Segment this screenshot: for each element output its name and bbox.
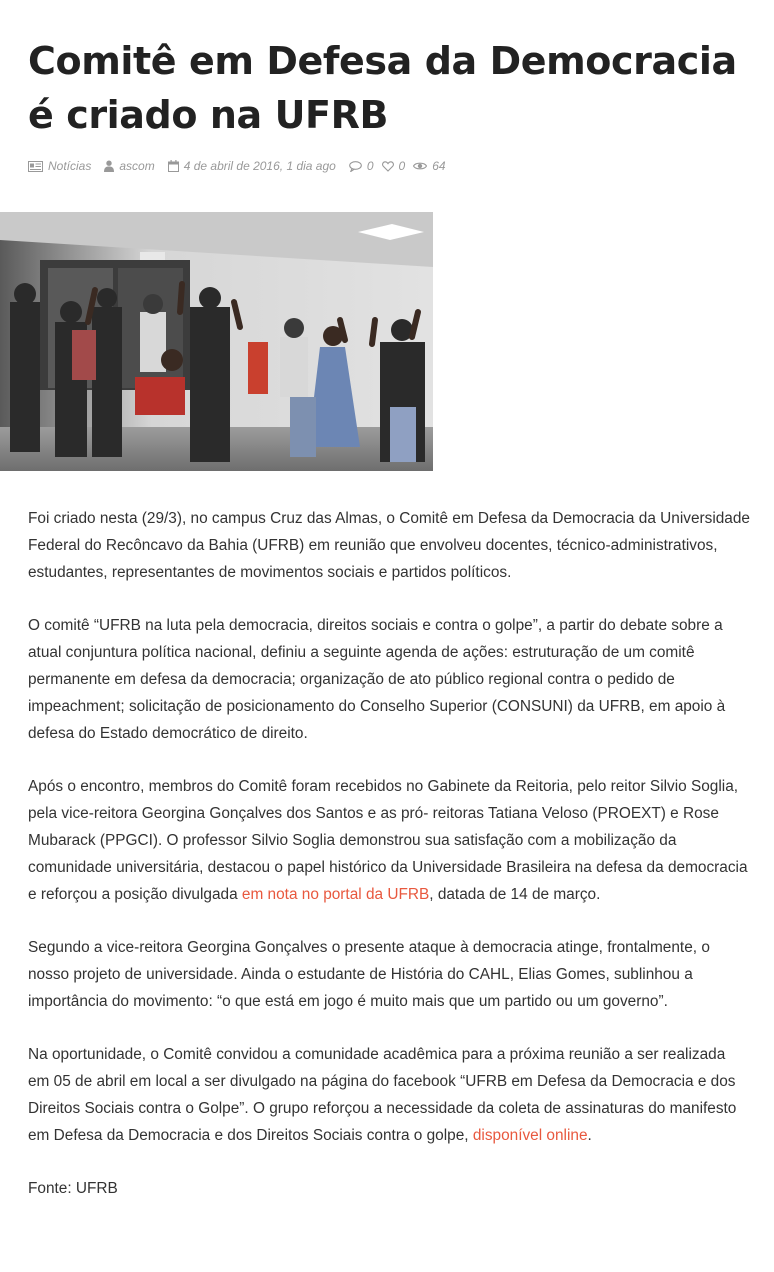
meta-author[interactable] (104, 159, 154, 173)
paragraph-text: Na oportunidade, o Comitê convidou a comunidade acadêmica para a próxima reunião a ser realizada em 05 de abril em local a ser divulgado na página do facebook “UFRB em Defesa da Democracia e dos Direitos Sociais contra o Golpe”. O grupo reforçou a necessidade da coleta de assinaturas do manifesto em Defesa da Democracia e dos Direitos Sociais contra o golpe, (28, 1046, 737, 1144)
meta-comments-count: 0 (366, 159, 374, 173)
meta-category[interactable] (28, 159, 91, 173)
eye-icon (413, 161, 427, 171)
meta-likes-count: 0 (398, 159, 406, 173)
ufrb-portal-note-link[interactable]: em nota no portal da UFRB (241, 886, 430, 903)
meta-views (413, 159, 445, 173)
article-body (28, 505, 750, 1228)
post-title: Comitê em Defesa da Democracia é criado na UFRB (28, 39, 737, 137)
paragraph: Foi criado nesta (29/3), no campus Cruz das Almas, o Comitê em Defesa da Democracia da Universidade Federal do Recôncavo da Bahia (UFRB) em reunião que envolveu docentes, técnico-administrativos, estudantes, representantes de movimentos sociais e partidos políticos. (28, 510, 750, 581)
source-credit: Fonte: UFRB (28, 1180, 118, 1197)
user-icon (104, 160, 114, 172)
group-photo (0, 212, 433, 471)
heart-icon (382, 161, 394, 172)
paragraph-text: . (587, 1127, 592, 1144)
meta-category-label: Notícias (48, 159, 92, 173)
post-meta (28, 157, 459, 175)
newspaper-icon (28, 161, 43, 172)
manifesto-online-link[interactable]: disponível online (472, 1127, 588, 1144)
calendar-icon (168, 160, 179, 172)
paragraph-text: Após o encontro, membros do Comitê foram recebidos no Gabinete da Reitoria, pelo reitor Silvio Soglia, pela vice-reitora Georgina Gonçalves dos Santos e as pró- reitoras Tatiana Veloso (PROEXT) e Rose Mubarack (PPGCI). O professor Silvio Soglia demonstrou sua satisfação com a mobilização da comunidade universitária, destacou o papel histórico da Universidade Brasileira na defesa da democracia e reforçou a posição divulgada (28, 778, 748, 903)
paragraph: O comitê “UFRB na luta pela democracia, direitos sociais e contra o golpe”, a partir do debate sobre a atual conjuntura política nacional, definiu a seguinte agenda de ações: estruturação de um comitê permanente em defesa da democracia; organização de ato público regional contra o pedido de impeachment; solicitação de posicionamento do Conselho Superior (CONSUNI) da UFRB, em apoio à defesa do Estado democrático de direito. (28, 617, 726, 742)
meta-date-label: 4 de abril de 2016, 1 dia ago (183, 159, 336, 173)
meta-author-label: ascom (119, 159, 155, 173)
paragraph-text: , datada de 14 de março. (429, 886, 601, 903)
comment-icon (349, 161, 362, 172)
meta-likes[interactable] (382, 159, 406, 173)
featured-image (0, 212, 433, 471)
paragraph (28, 1041, 750, 1149)
meta-views-count: 64 (432, 159, 446, 173)
meta-date (168, 159, 336, 173)
paragraph (28, 773, 750, 908)
paragraph: Segundo a vice-reitora Georgina Gonçalves o presente ataque à democracia atinge, frontalmente, o nosso projeto de universidade. Ainda o estudante de História do CAHL, Elias Gomes, sublinhou a importância do movimento: “o que está em jogo é muito mais que um partido ou um governo”. (28, 939, 710, 1010)
meta-comments[interactable] (349, 159, 374, 173)
